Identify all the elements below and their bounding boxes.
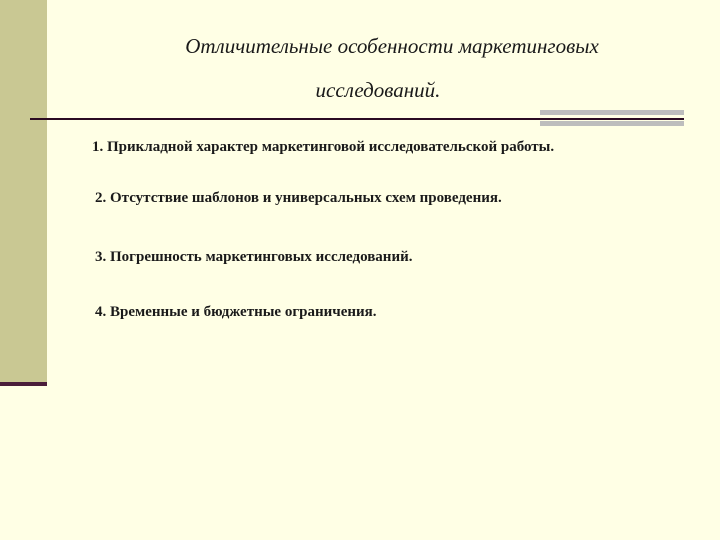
list-item: 4. Временные и бюджетные ограничения. xyxy=(95,304,377,320)
list-item: 3. Погрешность маркетинговых исследований. xyxy=(95,249,413,265)
title-accent-bar-bottom xyxy=(540,121,684,126)
title-divider-line xyxy=(30,118,684,120)
slide-title-line-2: исследований. xyxy=(315,78,441,102)
slide-title-line-1: Отличительные особенности маркетинговых xyxy=(185,34,599,58)
list-item: 1. Прикладной характер маркетинговой исследовательской работы. xyxy=(92,139,555,155)
left-bar-underline xyxy=(0,382,47,386)
list-item: 2. Отсутствие шаблонов и универсальных схем проведения. xyxy=(95,190,502,206)
title-accent-bar-top xyxy=(540,110,684,115)
